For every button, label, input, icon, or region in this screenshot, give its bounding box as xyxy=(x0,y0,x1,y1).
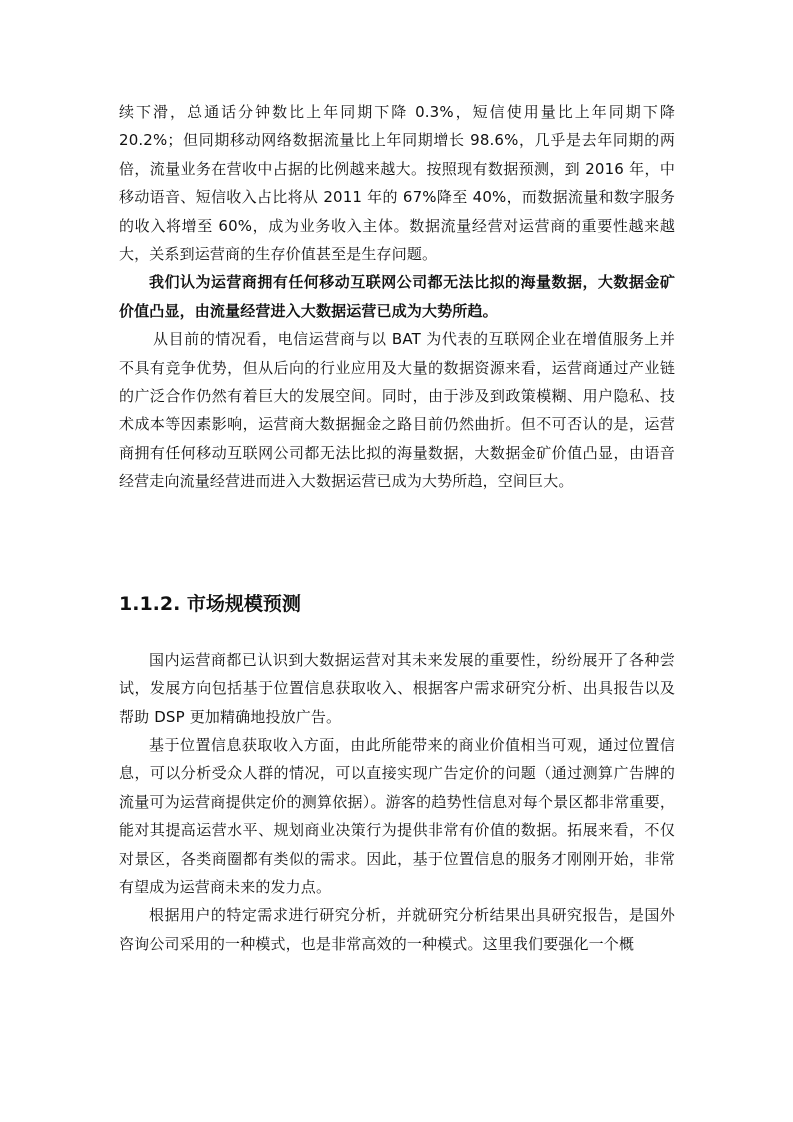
paragraph-research-reports: 根据用户的特定需求进行研究分析，并就研究分析结果出具研究报告，是国外咨询公司采用的一种模式，也是非常高效的一种模式。这里我们要强化一个概 xyxy=(119,906,675,953)
paragraph-location-revenue: 基于位置信息获取收入方面，由此所能带来的商业价值相当可观，通过位置信息，可以分析受众人群的情况，可以直接实现广告定价的问题（通过测算广告牌的流量可为运营商提供定价的测算依据）。游客的趋势性信息对每个景区都非常重要，能对其提高运营水平、规划商业决策行为提供非常有价值的数据。拓展来看，不仅对景区，各类商圈都有类似的需求。因此，基于位置信息的服务才刚刚开始，非常有望成为运营商未来的发力点。 xyxy=(119,735,675,896)
section-body xyxy=(119,646,675,958)
paragraph-current-situation: 从目前的情况看，电信运营商与以 BAT 为代表的互联网企业在增值服务上并不具有竞争优势，但从后向的行业应用及大量的数据资源来看，运营商通过产业链的广泛合作仍然有着巨大的发展空间。同时，由于涉及到政策模糊、用户隐私、技术成本等因素影响，运营商大数据掘金之路目前仍然曲折。但不可否认的是，运营商拥有任何移动互联网公司都无法比拟的海量数据，大数据金矿价值凸显，由语音经营走向流量经营进而进入大数据运营已成为大势所趋，空间巨大。 xyxy=(119,330,675,491)
paragraph-traffic-trend: 续下滑，总通话分钟数比上年同期下降 0.3%，短信使用量比上年同期下降 20.2%；但同期移动网络数据流量比上年同期增长 98.6%，几乎是去年同期的两倍，流量业务在营收中占据的比例越来越大。按照现有数据预测，到 2016 年，中移动语音、短信收入占比将从 2011 年的 67%降至 40%，而数据流量和数字服务的收入将增至 60%，成为业务收入主体。数据流量经营对运营商的重要性越来越大，关系到运营商的生存价值甚至是生存问题。 xyxy=(119,103,675,264)
section-heading: 1.1.2. 市场规模预测 xyxy=(119,592,301,615)
paragraph-key-conclusion: 我们认为运营商拥有任何移动互联网公司都无法比拟的海量数据，大数据金矿价值凸显，由流量经营进入大数据运营已成为大势所趋。 xyxy=(119,273,675,320)
paragraph-carrier-attempts: 国内运营商都已认识到大数据运营对其未来发展的重要性，纷纷展开了各种尝试，发展方向包括基于位置信息获取收入、根据客户需求研究分析、出具报告以及帮助 DSP 更加精确地投放广告。 xyxy=(119,650,675,726)
document-page xyxy=(119,98,675,958)
